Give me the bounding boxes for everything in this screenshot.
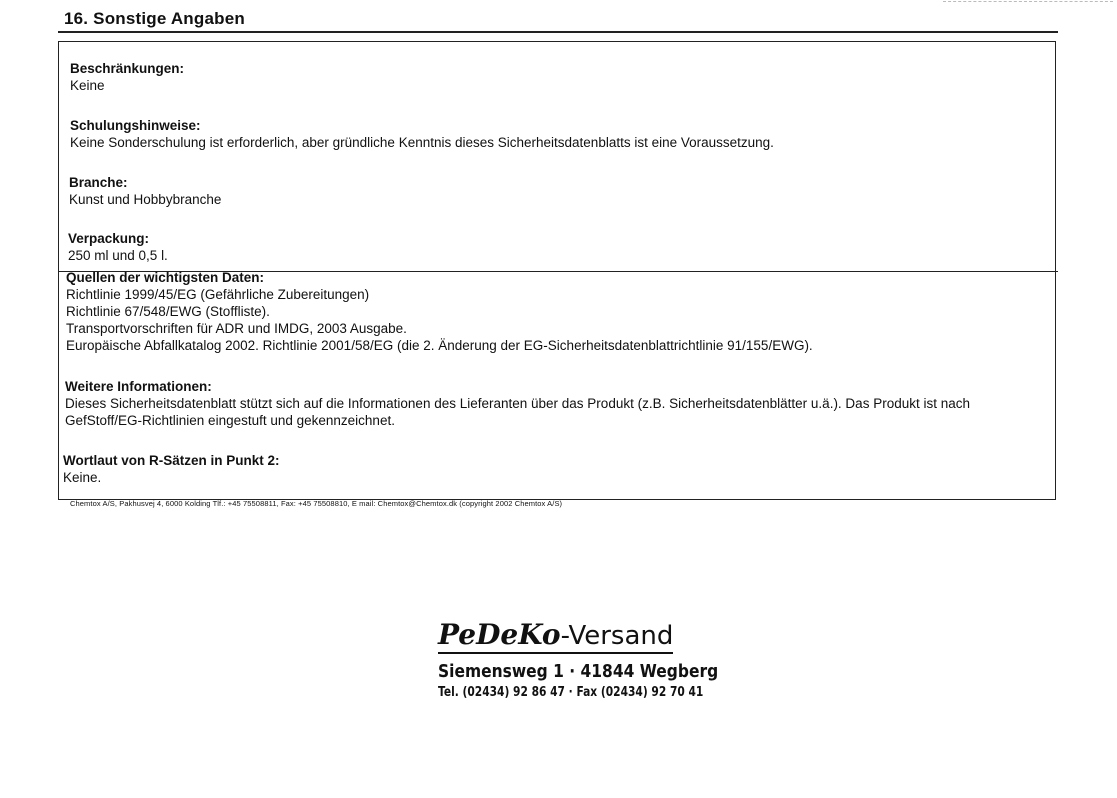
document-footer: Chemtox A/S, Pakhusvej 4, 6000 Kolding Tlf.: +45 75508811, Fax: +45 75508810, E mail: Chemtox@Chemtox.dk (copyright 2002 Chemtox A/S) [70,499,563,508]
block-restrictions [70,60,184,94]
block-further-info [65,378,970,429]
block-heading: Quellen der wichtigsten Daten: [66,270,265,285]
stamp-brand: PeDeKo [438,618,561,651]
stamp-address: Siemensweg 1 · 41844 Wegberg [438,661,719,682]
block-heading: Verpackung: [68,231,150,246]
block-text: Kunst und Hobbybranche [69,192,222,207]
title-rule [58,31,1058,33]
scan-edge-mark [943,1,1113,2]
block-text: 250 ml und 0,5 l. [68,248,168,263]
stamp-brand-suffix: -Versand [560,621,674,651]
company-stamp [438,620,718,701]
block-text: Transportvorschriften für ADR und IMDG, 2003 Ausgabe. [66,321,407,336]
block-heading: Weitere Informationen: [65,379,212,394]
block-training [70,117,774,151]
block-heading: Branche: [69,175,128,190]
stamp-contact: Tel. (02434) 92 86 47 · Fax (02434) 92 70 41 [438,685,704,700]
block-text: Keine. [63,470,102,485]
section-title: 16. Sonstige Angaben [64,9,245,28]
block-heading: Schulungshinweise: [70,118,201,133]
block-text: Europäische Abfallkatalog 2002. Richtlinie 2001/58/EG (die 2. Änderung der EG-Sicherheitsdatenblattrichtlinie 91/155/EWG). [66,338,813,353]
block-sources [66,269,813,354]
block-r-phrases [63,452,280,486]
block-heading: Wortlaut von R-Sätzen in Punkt 2: [63,453,280,468]
stamp-company-name [438,620,673,654]
block-text: Dieses Sicherheitsdatenblatt stützt sich auf die Informationen des Lieferanten über das Produkt (z.B. Sicherheitsdatenblätter u.ä.). Das Produkt ist nach [65,396,970,411]
block-packaging [68,230,168,264]
block-text: GefStoff/EG-Richtlinien eingestuft und gekennzeichnet. [65,413,395,428]
block-text: Richtlinie 1999/45/EG (Gefährliche Zubereitungen) [66,287,370,302]
block-text: Keine [70,78,105,93]
block-industry [69,174,221,208]
block-text: Richtlinie 67/548/EWG (Stoffliste). [66,304,270,319]
block-heading: Beschränkungen: [70,61,185,76]
block-text: Keine Sonderschulung ist erforderlich, aber gründliche Kenntnis dieses Sicherheitsdatenblatts ist eine Voraussetzung. [70,135,774,150]
